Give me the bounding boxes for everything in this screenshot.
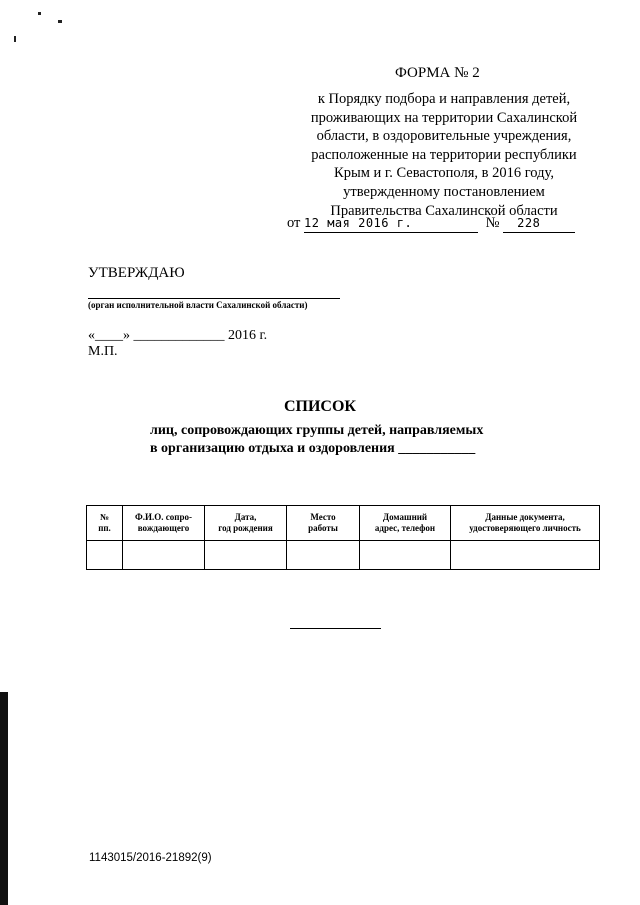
- column-header: № пп.: [87, 506, 123, 541]
- list-title: СПИСОК: [283, 398, 357, 415]
- column-header: Дата, год рождения: [205, 506, 287, 541]
- list-subtitle: [150, 422, 483, 458]
- appendix-reference: [258, 90, 630, 220]
- column-header: Данные документа, удостоверяющего личность: [451, 506, 600, 541]
- resolution-date-line: [287, 215, 575, 233]
- appendix-line: утвержденному постановлением: [343, 183, 545, 200]
- column-header: Домашний адрес, телефон: [360, 506, 451, 541]
- appendix-line: Правительства Сахалинской области: [330, 202, 558, 219]
- scan-speck: [38, 12, 41, 15]
- list-subtitle-line: в организацию отдыха и оздоровления ___________: [150, 441, 476, 456]
- column-header: Место работы: [287, 506, 360, 541]
- scan-speck: [14, 36, 16, 42]
- number-label: №: [485, 215, 500, 231]
- appendix-line: расположенные на территории республики: [311, 146, 577, 163]
- appendix-line: к Порядку подбора и направления детей,: [317, 91, 571, 107]
- resolution-number: 228: [517, 216, 541, 230]
- date-prefix: от: [287, 215, 301, 231]
- appendix-line: Крым и г. Севастополя, в 2016 году,: [334, 165, 554, 182]
- table-row: [87, 541, 600, 570]
- scan-edge-artifact: [0, 692, 8, 905]
- stamp-label: М.П.: [88, 344, 118, 359]
- signature-line: [88, 298, 340, 299]
- list-subtitle-line: лиц, сопровождающих группы детей, направляемых: [150, 423, 484, 438]
- table-cell: [360, 541, 451, 570]
- document-number: 1143015/2016-21892(9): [89, 852, 212, 864]
- table-header-row: [87, 506, 600, 541]
- table-cell: [451, 541, 600, 570]
- table-cell: [87, 541, 123, 570]
- column-header: Ф.И.О. сопро- вождающего: [123, 506, 205, 541]
- approval-date-line: «____» _____________ 2016 г.: [88, 328, 268, 343]
- accompanying-persons-table: [86, 505, 600, 570]
- form-title: ФОРМА № 2: [395, 65, 480, 81]
- scan-speck: [58, 20, 62, 23]
- table-cell: [287, 541, 360, 570]
- org-caption: (орган исполнительной власти Сахалинской области): [88, 300, 308, 310]
- appendix-line: проживающих на территории Сахалинской: [310, 109, 578, 126]
- document-end-line: [290, 628, 381, 629]
- appendix-line: области, в оздоровительные учреждения,: [316, 128, 572, 145]
- approval-heading: УТВЕРЖДАЮ: [88, 265, 185, 281]
- resolution-date: 12 мая 2016 г.: [304, 216, 413, 230]
- table-cell: [205, 541, 287, 570]
- table-cell: [123, 541, 205, 570]
